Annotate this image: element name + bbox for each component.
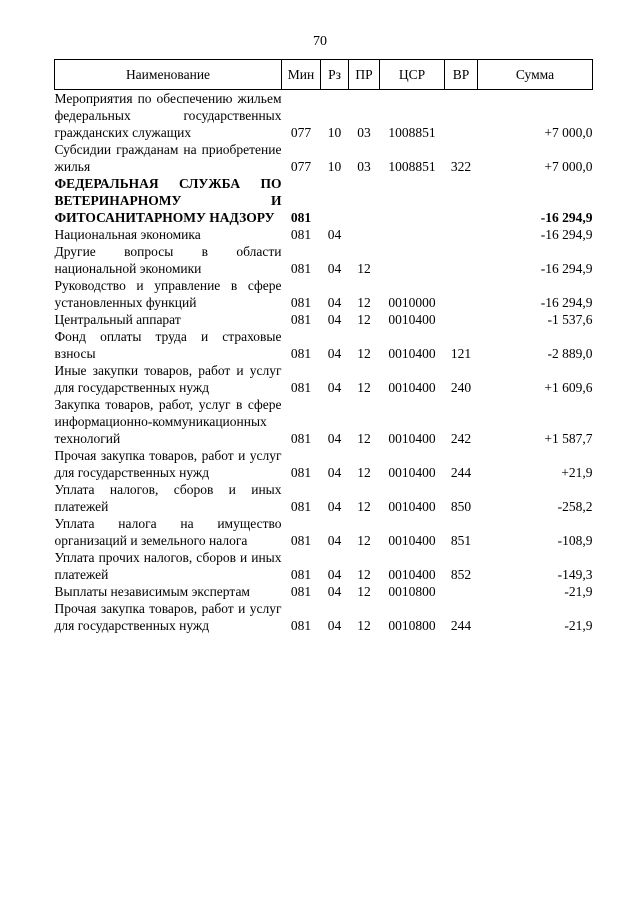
row-vr <box>445 583 478 600</box>
row-sum: -16 294,9 <box>540 210 593 225</box>
row-csr: 0010800 <box>388 618 436 633</box>
row-csr <box>380 226 445 243</box>
table-row <box>55 243 593 277</box>
row-name: Руководство и управление в сфере установленных функций <box>54 278 282 310</box>
row-pr: 12 <box>357 261 371 276</box>
table-row <box>55 362 593 396</box>
row-csr: 1008851 <box>388 159 436 174</box>
row-min: 081 <box>290 295 312 310</box>
row-min: 081 <box>290 584 312 599</box>
row-sum: -21,9 <box>564 618 593 633</box>
row-name: Выплаты независимым экспертам <box>54 584 250 599</box>
header-name: Наименование <box>55 60 282 90</box>
row-rz: 10 <box>327 159 342 174</box>
row-name: Иные закупки товаров, работ и услуг для государственных нужд <box>54 363 282 395</box>
row-sum: -1 537,6 <box>547 312 593 327</box>
table-row <box>55 549 593 583</box>
table-row <box>55 600 593 634</box>
row-name: Уплата налогов, сборов и иных платежей <box>54 482 282 514</box>
row-rz: 04 <box>327 465 342 480</box>
row-sum: +1 609,6 <box>544 380 593 395</box>
table-row <box>55 328 593 362</box>
row-pr: 12 <box>357 618 371 633</box>
row-csr: 0010400 <box>388 431 436 446</box>
budget-table <box>54 59 593 634</box>
row-csr: 0010800 <box>388 584 436 599</box>
header-pr: ПР <box>349 60 380 90</box>
row-vr: 121 <box>450 346 472 361</box>
row-csr: 0010400 <box>388 465 436 480</box>
row-rz: 04 <box>327 227 342 242</box>
table-row <box>55 175 593 226</box>
row-sum: -16 294,9 <box>540 227 593 242</box>
row-name: Национальная экономика <box>54 227 201 242</box>
row-rz <box>321 175 349 226</box>
table-row <box>55 515 593 549</box>
row-name: Мероприятия по обеспечению жильем федеральных государственных гражданских служащих <box>54 91 282 140</box>
table-row <box>55 481 593 515</box>
row-rz: 04 <box>327 584 342 599</box>
row-name: Уплата налога на имущество организаций и земельного налога <box>54 516 282 548</box>
row-vr <box>445 175 478 226</box>
row-sum: -149,3 <box>557 567 593 582</box>
row-min: 081 <box>290 210 312 225</box>
row-min: 081 <box>290 227 312 242</box>
row-rz: 04 <box>327 380 342 395</box>
row-pr: 03 <box>357 159 371 174</box>
row-rz: 04 <box>327 431 342 446</box>
row-vr <box>445 226 478 243</box>
row-min: 081 <box>290 465 312 480</box>
row-min: 081 <box>290 618 312 633</box>
row-rz: 04 <box>327 312 342 327</box>
row-pr: 12 <box>357 431 371 446</box>
row-rz: 04 <box>327 533 342 548</box>
row-vr: 851 <box>450 533 472 548</box>
row-rz: 04 <box>327 346 342 361</box>
header-row <box>55 60 593 90</box>
row-sum: +7 000,0 <box>544 125 593 140</box>
row-vr: 242 <box>450 431 472 446</box>
row-vr: 240 <box>450 380 472 395</box>
header-csr: ЦСР <box>380 60 445 90</box>
table-row <box>55 277 593 311</box>
row-csr: 0010400 <box>388 533 436 548</box>
row-csr: 0010400 <box>388 346 436 361</box>
row-pr: 03 <box>357 125 371 140</box>
table-row <box>55 226 593 243</box>
row-pr: 12 <box>357 465 371 480</box>
table-row <box>55 311 593 328</box>
row-name: Центральный аппарат <box>54 312 181 327</box>
row-csr: 0010400 <box>388 312 436 327</box>
row-name: Прочая закупка товаров, работ и услуг для государственных нужд <box>54 601 282 633</box>
row-vr: 244 <box>450 465 472 480</box>
row-min: 081 <box>290 380 312 395</box>
row-min: 081 <box>290 533 312 548</box>
row-sum: +21,9 <box>561 465 593 480</box>
row-pr: 12 <box>357 567 371 582</box>
row-pr: 12 <box>357 380 371 395</box>
table-row <box>55 583 593 600</box>
row-csr: 0010400 <box>388 499 436 514</box>
row-rz: 04 <box>327 499 342 514</box>
row-vr: 850 <box>450 499 472 514</box>
row-name: Фонд оплаты труда и страховые взносы <box>54 329 282 361</box>
row-min: 081 <box>290 431 312 446</box>
row-csr: 0010400 <box>388 567 436 582</box>
row-rz: 04 <box>327 295 342 310</box>
table-row <box>55 90 593 142</box>
row-min: 081 <box>290 499 312 514</box>
row-name: Другие вопросы в области национальной экономики <box>54 244 282 276</box>
row-vr: 322 <box>450 159 472 174</box>
row-vr <box>445 243 478 277</box>
row-pr <box>349 175 380 226</box>
row-pr: 12 <box>357 533 371 548</box>
row-min: 081 <box>290 346 312 361</box>
row-vr <box>445 277 478 311</box>
row-pr: 12 <box>357 346 371 361</box>
row-min: 077 <box>290 125 312 140</box>
row-pr: 12 <box>357 295 371 310</box>
row-min: 077 <box>290 159 312 174</box>
row-vr <box>445 90 478 142</box>
row-csr <box>380 175 445 226</box>
row-rz: 10 <box>327 125 342 140</box>
row-rz: 04 <box>327 261 342 276</box>
row-sum: -108,9 <box>557 533 593 548</box>
row-name: ФЕДЕРАЛЬНАЯ СЛУЖБА ПО ВЕТЕРИНАРНОМУ И ФИТОСАНИТАРНОМУ НАДЗОРУ <box>54 176 282 225</box>
row-name: Уплата прочих налогов, сборов и иных платежей <box>54 550 282 582</box>
row-csr: 1008851 <box>388 125 436 140</box>
row-rz: 04 <box>327 567 342 582</box>
row-sum: -2 889,0 <box>547 346 593 361</box>
row-min: 081 <box>290 567 312 582</box>
row-pr: 12 <box>357 499 371 514</box>
row-min: 081 <box>290 312 312 327</box>
table-row <box>55 396 593 447</box>
row-sum: +1 587,7 <box>544 431 593 446</box>
row-pr: 12 <box>357 312 371 327</box>
row-csr: 0010000 <box>388 295 436 310</box>
row-vr: 852 <box>450 567 472 582</box>
table-row <box>55 447 593 481</box>
row-pr <box>349 226 380 243</box>
row-name: Закупка товаров, работ, услуг в сфере информационно-коммуникационных технологий <box>54 397 282 446</box>
row-rz: 04 <box>327 618 342 633</box>
page-number: 70 <box>313 34 327 49</box>
row-vr <box>445 311 478 328</box>
row-pr: 12 <box>357 584 371 599</box>
header-rz: Рз <box>321 60 349 90</box>
header-min: Мин <box>282 60 321 90</box>
table-body <box>55 90 593 635</box>
row-sum: +7 000,0 <box>544 159 593 174</box>
row-name: Субсидии гражданам на приобретение жилья <box>54 142 282 174</box>
row-min: 081 <box>290 261 312 276</box>
row-csr: 0010400 <box>388 380 436 395</box>
row-csr <box>380 243 445 277</box>
row-name: Прочая закупка товаров, работ и услуг для государственных нужд <box>54 448 282 480</box>
row-sum: -16 294,9 <box>540 295 593 310</box>
row-sum: -16 294,9 <box>540 261 593 276</box>
table-row <box>55 141 593 175</box>
row-sum: -21,9 <box>564 584 593 599</box>
row-sum: -258,2 <box>557 499 593 514</box>
row-vr: 244 <box>450 618 472 633</box>
header-vr: ВР <box>445 60 478 90</box>
header-sum: Сумма <box>478 60 593 90</box>
